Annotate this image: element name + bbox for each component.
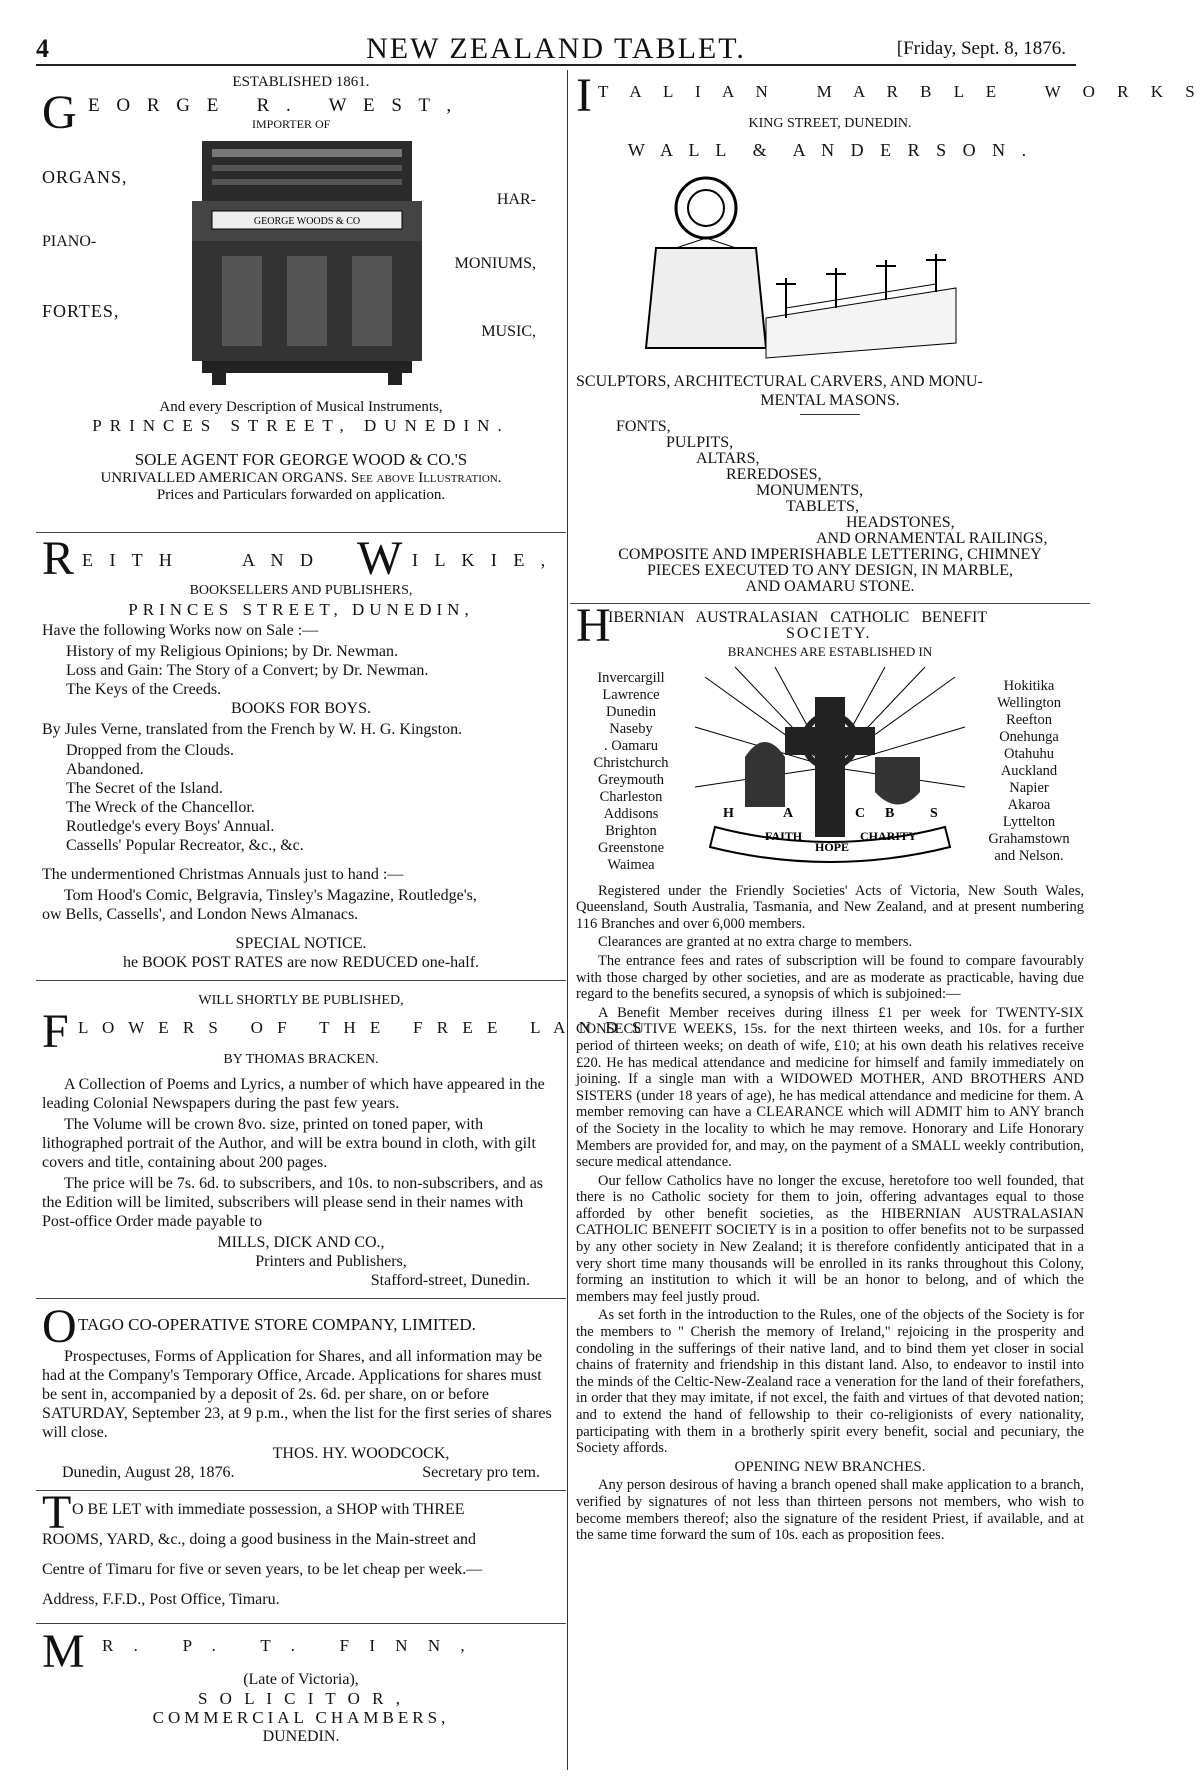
keith-street: PRINCES STREET, DUNEDIN, <box>128 600 474 619</box>
otago-initial: O <box>42 1300 77 1353</box>
badge-letter-c: C <box>855 805 866 821</box>
flowers-p3: The price will be 7s. 6d. to subscribers, and 10s. to non-subscribers, and as the Edition will be limited, subscribers will please send in their names with Post-office Order made payable to <box>42 1175 544 1230</box>
organ-illustration-icon <box>182 131 432 386</box>
west-street: PRINCES STREET, DUNEDIN. <box>92 416 510 435</box>
hibernian-branches: BRANCHES ARE ESTABLISHED IN <box>727 644 933 659</box>
column-divider <box>567 70 568 1770</box>
marble-items <box>576 419 1084 547</box>
marble-composite-1: COMPOSITE AND IMPERISHABLE LETTERING, CHIMNEY <box>618 546 1042 563</box>
west-name: E O R G E R . W E S T , <box>88 95 458 116</box>
marble-masons: MENTAL MASONS. <box>760 392 900 409</box>
marble-advert <box>570 69 1204 604</box>
list-item: Akaroa <box>1007 797 1051 814</box>
otago-signature: THOS. HY. WOODCOCK, <box>272 1445 450 1462</box>
banner-hope: HOPE <box>815 839 850 854</box>
flowers-pub1: MILLS, DICK AND CO., <box>217 1234 385 1251</box>
list-item: and Nelson. <box>994 848 1064 865</box>
list-item: MONUMENTS, <box>756 482 864 499</box>
flowers-author: BY THOMAS BRACKEN. <box>223 1052 379 1067</box>
keith-and: A N D <box>242 550 320 570</box>
wilkie-name: I L K I E , <box>412 550 552 570</box>
hibernian-p2: Clearances are granted at no extra charge to members. <box>598 934 913 951</box>
list-item: Waimea <box>607 856 655 873</box>
west-description: And every Description of Musical Instruments, <box>159 399 443 415</box>
west-prices: Prices and Particulars forwarded on application. <box>156 487 446 503</box>
west-established: ESTABLISHED 1861. <box>232 74 370 90</box>
west-unrivalled: UNRIVALLED AMERICAN ORGANS. See above Illustration. <box>100 470 502 486</box>
list-item: Christchurch <box>593 754 669 771</box>
hibernian-p3: The entrance fees and rates of subscription will be found to compare favourably with those charged by other societies, and are as moderate as practicable, having due regard to the benefits secured, a synopsis of which is subjoined:— <box>576 952 1084 1003</box>
list-item: HEADSTONES, <box>846 514 955 531</box>
badge-letter-h: H <box>723 805 734 821</box>
tolet-initial: T <box>42 1486 72 1539</box>
list-item: Cassells' Popular Recreator, &c., &c. <box>66 837 304 854</box>
branches-right <box>974 678 1084 865</box>
badge-letter-b: B <box>885 805 895 821</box>
list-item: Onehunga <box>999 729 1059 746</box>
newspaper-title: NEW ZEALAND TABLET. <box>366 32 746 65</box>
monument-illustration-icon <box>576 168 1096 368</box>
flowers-p1: A Collection of Poems and Lyrics, a number of which have appeared in the leading Colonial Newspapers during the past few years. <box>42 1076 545 1112</box>
marble-composite-2: PIECES EXECUTED TO ANY DESIGN, IN MARBLE, <box>647 562 1013 579</box>
list-item: Reefton <box>1006 712 1052 729</box>
otago-advert <box>36 1299 566 1491</box>
to-let-advert <box>36 1486 566 1624</box>
badge-letter-a: A <box>783 805 794 821</box>
list-item: History of my Religious Opinions; by Dr. Newman. <box>66 643 398 660</box>
hibernian-initial: H <box>576 599 611 652</box>
tolet-line-1: O BE LET with immediate possession, a SHOP with THREE <box>72 1501 465 1518</box>
issue-date: [Friday, Sept. 8, 1876. <box>896 38 1066 59</box>
finn-advert <box>36 1624 566 1752</box>
otago-role: Secretary pro tem. <box>422 1464 540 1481</box>
west-initial: G <box>42 86 77 139</box>
list-item: Routledge's every Boys' Annual. <box>66 818 275 835</box>
list-item: Napier <box>1009 780 1049 797</box>
list-item: Hokitika <box>1003 678 1055 695</box>
list-item: Dropped from the Clouds. <box>66 742 234 759</box>
hibernian-p1: Registered under the Friendly Societies' Acts of Victoria, New South Wales, Queensland, South Australia, Tasmania, and New Zealand, and at present numbering 116 Branches and over 6,000 members. <box>576 882 1084 932</box>
marble-firm: W A L L & A N D E R S O N . <box>627 140 1033 160</box>
marble-initial: I <box>576 69 592 122</box>
list-item: Auckland <box>1000 763 1058 780</box>
wilkie-initial: W <box>357 532 403 585</box>
new-branches-heading: OPENING NEW BRANCHES. <box>734 1458 926 1475</box>
marble-street: KING STREET, DUNEDIN. <box>748 116 912 131</box>
list-item: AND ORNAMENTAL RAILINGS, <box>816 530 1048 547</box>
flowers-advert <box>36 981 647 1299</box>
keith-name: E I T H <box>82 550 178 570</box>
notice-heading: SPECIAL NOTICE. <box>235 935 367 952</box>
list-item: FONTS, <box>616 418 671 435</box>
flowers-p2: The Volume will be crown 8vo. size, printed on toned paper, with lithographed portrait of the Author, and will be extra bound in cloth, with gilt covers and title, containing about 200 pages. <box>42 1116 536 1171</box>
masthead <box>36 30 1076 66</box>
flowers-pub: WILL SHORTLY BE PUBLISHED, <box>198 993 404 1008</box>
list-item: Wellington <box>996 695 1062 712</box>
hibernian-advert <box>570 599 1090 1550</box>
xmas-line-3: ow Bells, Cassells', and London News Almanacs. <box>42 906 359 923</box>
otago-title: TAGO CO-OPERATIVE STORE COMPANY, LIMITED. <box>78 1315 476 1334</box>
xmas-line-2: Tom Hood's Comic, Belgravia, Tinsley's Magazine, Routledge's, <box>64 887 477 904</box>
list-item: Lawrence <box>602 686 660 703</box>
keith-intro: Have the following Works now on Sale :— <box>42 622 319 639</box>
music-word: MUSIC, <box>481 323 536 340</box>
tolet-line-2: ROOMS, YARD, &c., doing a good business in the Main-street and <box>42 1531 477 1548</box>
banner-faith: FAITH <box>765 828 803 843</box>
list-item: REREDOSES, <box>726 466 822 483</box>
list-item: Invercargill <box>597 669 665 686</box>
xmas-line-1: The undermentioned Christmas Annuals just to hand :— <box>42 866 404 883</box>
moniums-word: MONIUMS, <box>454 255 536 272</box>
flowers-pub2: Printers and Publishers, <box>255 1253 407 1270</box>
keith-works-list <box>66 642 560 699</box>
hibernian-p4: A Benefit Member receives during illness £1 per week for TWENTY-SIX CONSECUTIVE WEEKS, 15s. for the next thirteen weeks, and 10s. for a further period of thirteen weeks; on death of wife, £10; at his own death his relatives receive £20. He has medical attendance and medicine for himself and family immediately on joining. If a single man with a WIDOWED MOTHER, AND BROTHERS AND SISTERS (under 18 years of age), he has medical attendance and medicine for them. A member removing can have a CLEARANCE which will ADMIT him to ANY branch of the Society in the locality to which he may remove. Honorary and Life Honorary Members are provided for, and may, on the payment of a SMALL weekly contribution, secure medical attendance. <box>576 1004 1084 1171</box>
har-word: HAR- <box>496 191 536 208</box>
branches-left <box>576 670 686 874</box>
list-item: Otahuhu <box>1004 746 1054 763</box>
finn-name: R . P . T . F I N N , <box>102 1636 473 1655</box>
finn-chambers: COMMERCIAL CHAMBERS, <box>152 1708 450 1727</box>
tolet-line-3: Centre of Timaru for five or seven years, to be let cheap per week.— <box>42 1561 483 1578</box>
finn-role: S O L I C I T O R , <box>197 1689 405 1708</box>
notice-text: he BOOK POST RATES are now REDUCED one-half. <box>122 954 480 971</box>
list-item: PULPITS, <box>666 434 734 451</box>
boys-heading: BOOKS FOR BOYS. <box>230 700 372 717</box>
list-item: . Oamaru <box>604 737 658 754</box>
list-item: Grahamstown <box>988 831 1070 848</box>
verne-line: By Jules Verne, translated from the French by W. H. G. Kingston. <box>42 721 463 738</box>
society-emblem-icon <box>695 667 965 877</box>
tolet-line-4: Address, F.F.D., Post Office, Timaru. <box>42 1591 280 1608</box>
keith-wilkie-advert <box>36 533 566 981</box>
hibernian-p6: As set forth in the introduction to the Rules, one of the objects of the Society is for the members to " Cherish the memory of Ireland," rejoicing in the prosperity and condoling in the sufferings of their native land, and to bind them yet closer in social chains of fraternity and friendship in this distant land. Also, to endeavor to instil into the minds of the Celtic-New-Zealand race a veneration for the land of their forefathers, in order that they may imitate, if not excel, the faith and virtues of that devoted nation; and to extend the hand of fellowship to their co-religionists of every nationality, participating with them in a brotherly spirit every benefit, social and pecuniary, the Society affords. <box>576 1307 1084 1457</box>
finn-city: DUNEDIN. <box>262 1728 340 1745</box>
hibernian-p5: Our fellow Catholics have no longer the excuse, heretofore too well founded, that there is no Catholic society for them to join, offering advantages equal to those afforded by other benefit societies, as the HIBERNIAN AUSTRALASIAN CATHOLIC BENEFIT SOCIETY is in a position to offer benefits not to be surpassed by any other society in New Zealand; it is therefore confidently anticipated that in a very short time many thousands will be enrolled in its ranks throughout this Colony, forming an institution to which it will be an honor to belong, and of which the members may feel justly proud. <box>576 1172 1084 1305</box>
list-item: The Secret of the Island. <box>66 780 223 797</box>
west-agent: SOLE AGENT FOR GEORGE WOOD & CO.'S <box>134 450 468 469</box>
west-advert <box>36 70 566 533</box>
organs-word: ORGANS, <box>42 167 128 187</box>
hibernian-title-1: IBERNIAN AUSTRALASIAN CATHOLIC BENEFIT <box>608 609 988 626</box>
list-item: TABLETS, <box>786 498 859 515</box>
list-item: Dunedin <box>606 703 656 720</box>
rule <box>800 414 860 415</box>
finn-late: (Late of Victoria), <box>243 1671 359 1688</box>
list-item: The Keys of the Creeds. <box>66 681 222 698</box>
list-item: Brighton <box>605 822 657 839</box>
keith-sub: BOOKSELLERS AND PUBLISHERS, <box>189 583 413 598</box>
right-column <box>570 69 1204 1550</box>
list-item: Charleston <box>599 788 663 805</box>
branches-panel <box>576 667 1084 877</box>
finn-initial: M <box>42 1625 85 1678</box>
otago-place: Dunedin, August 28, 1876. <box>62 1464 235 1481</box>
marble-sculptors: SCULPTORS, ARCHITECTURAL CARVERS, AND MONU- <box>576 373 983 390</box>
page-number: 4 <box>36 34 49 63</box>
list-item: Greymouth <box>597 771 665 788</box>
otago-text: Prospectuses, Forms of Application for Shares, and all information may be had at the Company's Temporary Office, Arcade. Applications for shares must be sent in, accompanied by a deposit of 2s. 6d. per share, on or before SATURDAY, September 23, at 9 p.m., when the list for the first series of shares will close. <box>42 1348 552 1441</box>
list-item: Addisons <box>603 805 659 822</box>
fortes-word: FORTES, <box>42 301 120 321</box>
marble-title: T A L I A N M A R B L E W O R K S <box>598 82 1204 101</box>
marble-composite-3: AND OAMARU STONE. <box>745 578 915 595</box>
list-item: The Wreck of the Chancellor. <box>66 799 255 816</box>
list-item: Naseby <box>609 720 653 737</box>
piano-word: PIANO- <box>42 233 97 250</box>
list-item: Greenstone <box>597 839 665 856</box>
list-item: ALTARS, <box>696 450 760 467</box>
flowers-pub3: Stafford-street, Dunedin. <box>370 1272 530 1289</box>
list-item: Loss and Gain: The Story of a Convert; by Dr. Newman. <box>66 662 429 679</box>
badge-letter-s: S <box>930 805 938 821</box>
list-item: Abandoned. <box>66 761 144 778</box>
hibernian-title-2: SOCIETY. <box>786 625 872 642</box>
boys-list <box>66 741 560 855</box>
flowers-initial: F <box>42 1005 69 1058</box>
hibernian-p7: Any person desirous of having a branch opened shall make application to a branch, verified by signatures of not less than thirteen persons not members, who wish to become members thereof; also the signature of the resident Priest, if available, and at the same time forward the sum of 10s. each as proposition fees. <box>576 1477 1084 1544</box>
west-importer: IMPORTER OF <box>252 117 331 131</box>
organ-plate-text: GEORGE WOODS & CO <box>253 216 361 227</box>
keith-initial: R <box>42 532 75 585</box>
list-item: Lyttelton <box>1002 814 1056 831</box>
flowers-title: L O W E R S O F T H E F R E E L A N D S <box>78 1018 647 1037</box>
banner-charity: CHARITY <box>860 828 917 843</box>
